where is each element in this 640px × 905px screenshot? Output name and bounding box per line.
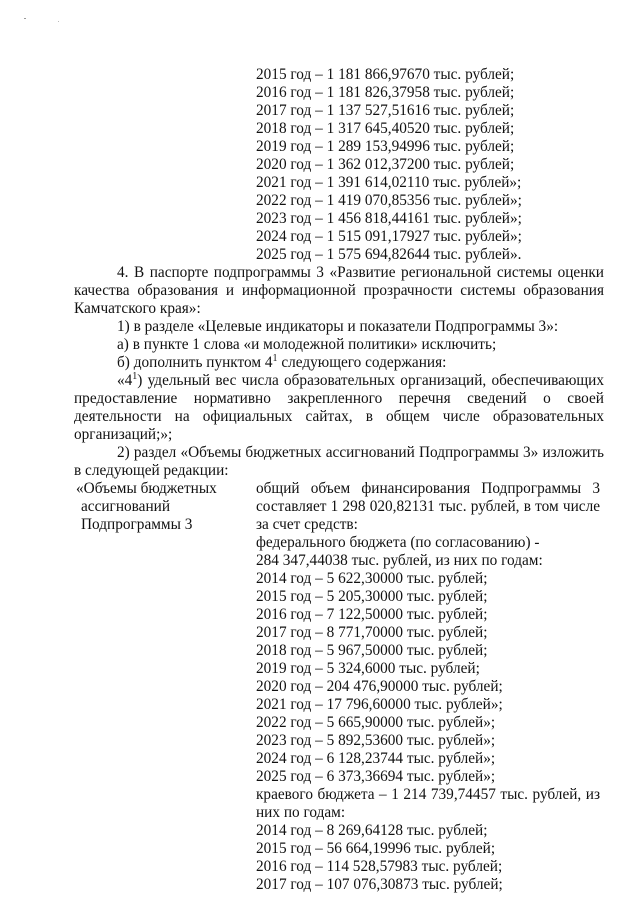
regional-year-line: 2015 год – 56 664,19996 тыс. рублей; <box>256 840 496 857</box>
year-line: 2016 год – 1 181 826,37958 тыс. рублей; <box>256 84 515 101</box>
regional-budget-text: краевого бюджета – 1 214 739,74457 тыс. рублей, из <box>256 786 600 803</box>
year-line: 2019 год – 1 289 153,94996 тыс. рублей; <box>256 138 515 155</box>
budget-label: Подпрограммы 3 <box>81 516 193 533</box>
year-line: 2022 год – 1 419 070,85356 тыс. рублей»; <box>256 192 522 209</box>
federal-year-line: 2024 год – 6 128,23744 тыс. рублей»; <box>256 750 496 767</box>
federal-budget-text: 284 347,44038 тыс. рублей, из них по годам: <box>256 552 543 569</box>
sub1-b: б) дополнить пунктом $4^1$ следующего содержания: <box>117 353 447 371</box>
year-line: 2020 год – 1 362 012,37200 тыс. рублей; <box>256 156 515 173</box>
federal-budget-text: федерального бюджета (по согласованию) - <box>256 534 540 551</box>
year-line: 2017 год – 1 137 527,51616 тыс. рублей; <box>256 102 515 119</box>
regional-year-line: 2017 год – 107 076,30873 тыс. рублей; <box>256 876 503 893</box>
year-line: 2025 год – 1 575 694,82644 тыс. рублей». <box>256 246 522 263</box>
sub1-a: а) в пункте 1 слова «и молодежной политики» исключить; <box>117 336 497 353</box>
item4-line: качества образования и информационной прозрачности системы образования <box>74 282 604 299</box>
sub1-quote-line: деятельности на официальных сайтах, в общем числе образовательных <box>74 408 604 425</box>
federal-year-line: 2016 год – 7 122,50000 тыс. рублей; <box>256 606 488 623</box>
scan-mark <box>58 21 59 22</box>
sub1-quote-line: организаций;»; <box>74 426 173 443</box>
federal-year-line: 2023 год – 5 892,53600 тыс. рублей»; <box>256 732 496 749</box>
federal-year-line: 2022 год – 5 665,90000 тыс. рублей»; <box>256 714 496 731</box>
federal-year-line: 2020 год – 204 476,90000 тыс. рублей; <box>256 678 503 695</box>
sub1-quote-line: предоставление нормативно закрепленного перечня сведений о своей <box>74 390 604 407</box>
item4-line: 4. В паспорте подпрограммы 3 «Развитие региональной системы оценки <box>117 264 604 281</box>
federal-year-line: 2018 год – 5 967,50000 тыс. рублей; <box>256 642 488 659</box>
regional-year-line: 2016 год – 114 528,57983 тыс. рублей; <box>256 858 503 875</box>
federal-year-line: 2021 год – 17 796,60000 тыс. рублей»; <box>256 696 503 713</box>
year-line: 2023 год – 1 456 818,44161 тыс. рублей»; <box>256 210 522 227</box>
federal-year-line: 2017 год – 8 771,70000 тыс. рублей; <box>256 624 488 641</box>
budget-label: «Объемы бюджетных <box>76 480 217 497</box>
federal-year-line: 2019 год – 5 324,6000 тыс. рублей; <box>256 660 480 677</box>
budget-label: ассигнований <box>81 498 171 515</box>
regional-budget-text: них по годам: <box>256 804 346 821</box>
budget-text: за счет средств: <box>256 516 358 533</box>
sub2-line: 2) раздел «Объемы бюджетных ассигнований Подпрограммы 3» изложить <box>117 444 604 461</box>
sub1-quote-line: «$4^1$) удельный вес числа образовательных организаций, обеспечивающих <box>117 371 604 389</box>
regional-year-line: 2014 год – 8 269,64128 тыс. рублей; <box>256 822 488 839</box>
federal-year-line: 2015 год – 5 205,30000 тыс. рублей; <box>256 588 488 605</box>
item4-line: Камчатского края»: <box>74 300 201 317</box>
sub2-line: в следующей редакции: <box>74 462 229 479</box>
federal-year-line: 2025 год – 6 373,36694 тыс. рублей»; <box>256 768 496 785</box>
year-line: 2021 год – 1 391 614,02110 тыс. рублей»; <box>256 174 522 191</box>
year-line: 2024 год – 1 515 091,17927 тыс. рублей»; <box>256 228 522 245</box>
budget-text: общий объем финансирования Подпрограммы 3 <box>256 480 600 497</box>
federal-year-line: 2014 год – 5 622,30000 тыс. рублей; <box>256 570 488 587</box>
year-line: 2018 год – 1 317 645,40520 тыс. рублей; <box>256 120 515 137</box>
scan-mark <box>24 18 26 19</box>
sub1-heading: 1) в разделе «Целевые индикаторы и показатели Подпрограммы 3»: <box>117 318 559 335</box>
year-line: 2015 год – 1 181 866,97670 тыс. рублей; <box>256 66 515 83</box>
budget-text: составляет 1 298 020,82131 тыс. рублей, в том числе <box>256 498 600 515</box>
